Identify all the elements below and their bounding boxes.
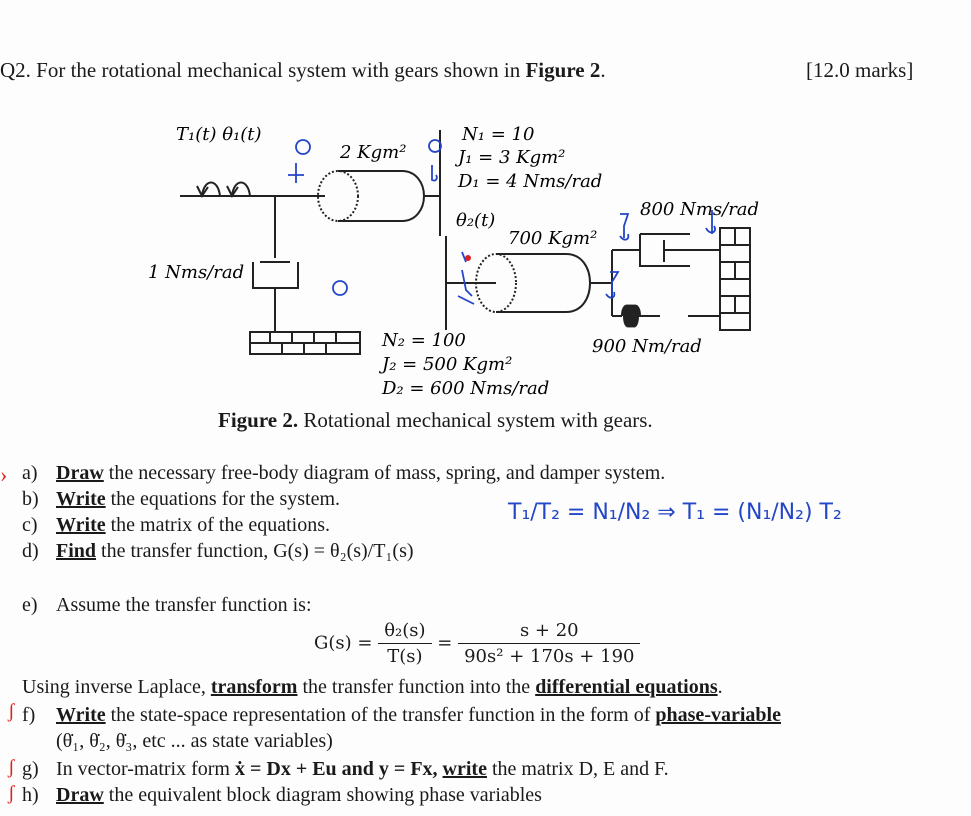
- red-check-icon: ʃ: [8, 782, 15, 804]
- red-check-icon: ʃ: [8, 700, 15, 722]
- item-f: f) Write the state-space representation of the transfer function in the form of phase-variable: [22, 704, 781, 726]
- item-f-line2: (θ̇₁, θ̇₂, θ̇₃, etc ... as state variables): [56, 730, 333, 752]
- item-b: b) Write the equations for the system.: [22, 488, 341, 510]
- torque-label: T₁(t) θ₁(t): [176, 124, 262, 145]
- gear-2-n: N₂ = 100: [382, 330, 466, 351]
- inertia-2-label: 700 Kgm²: [508, 228, 598, 249]
- figure-caption: Figure 2. Rotational mechanical system with gears.: [218, 408, 653, 432]
- marks-label: [12.0 marks]: [806, 58, 914, 82]
- gear-1-j: J₁ = 3 Kgm²: [458, 147, 566, 168]
- laplace-instruction: Using inverse Laplace, transform the transfer function into the differential equations.: [22, 676, 723, 698]
- inertia-1-label: 2 Kgm²: [340, 142, 407, 163]
- theta2-label: θ₂(t): [456, 210, 496, 231]
- gear-2-d: D₂ = 600 Nms/rad: [382, 378, 550, 399]
- gear-1-d: D₁ = 4 Nms/rad: [458, 171, 603, 192]
- inertia-1-body: [338, 171, 402, 221]
- transfer-function: G(s) = $\frac{\text{θ₂(s)}}{T(s)}$ = $\frac{s + 20}{\text{90s² + 170s + 190}}$: [314, 620, 640, 667]
- question-number: Q2.: [0, 58, 31, 82]
- handwritten-gear-ratio: T₁/T₂ = N₁/N₂ ⇒ T₁ = (N₁/N₂) T₂: [508, 500, 842, 525]
- item-g: g) In vector-matrix form ẋ = Dx + Eu and y = Fx, write the matrix D, E and F.: [22, 758, 669, 780]
- gear-2-j: J₂ = 500 Kgm²: [382, 354, 513, 375]
- mechanical-system-figure: [0, 100, 971, 400]
- item-c: c) Write the matrix of the equations.: [22, 514, 330, 536]
- item-a: a) Draw the necessary free-body diagram of mass, spring, and damper system.: [22, 462, 666, 484]
- damper-2-label: 800 Nms/rad: [640, 199, 760, 220]
- question-heading: Q2. For the rotational mechanical system with gears shown in Figure 2.: [0, 58, 606, 82]
- spring: [622, 306, 660, 327]
- item-d: d) Find the transfer function, G(s) = θ₂(s)/T₁(s): [22, 540, 414, 562]
- item-e: e) Assume the transfer function is:: [22, 594, 312, 616]
- torque-arrow-2: [232, 183, 250, 197]
- inertia-2-end: [566, 254, 590, 312]
- spring-label: 900 Nm/rad: [592, 336, 702, 357]
- question-intro: For the rotational mechanical system with gears shown in: [36, 58, 526, 82]
- torque-arrow-1: [202, 183, 220, 197]
- damper-1-label: 1 Nms/rad: [148, 262, 245, 283]
- gear-1-n: N₁ = 10: [462, 124, 535, 145]
- damper-1-cup: [253, 262, 298, 288]
- item-h: h) Draw the equivalent block diagram showing phase variables: [22, 784, 542, 806]
- inertia-2-body: [496, 254, 566, 312]
- red-mark-icon: ›: [0, 462, 8, 487]
- figure-ref: Figure 2: [525, 58, 601, 82]
- inertia-1-end: [402, 171, 424, 221]
- red-check-icon: ʃ: [8, 756, 15, 778]
